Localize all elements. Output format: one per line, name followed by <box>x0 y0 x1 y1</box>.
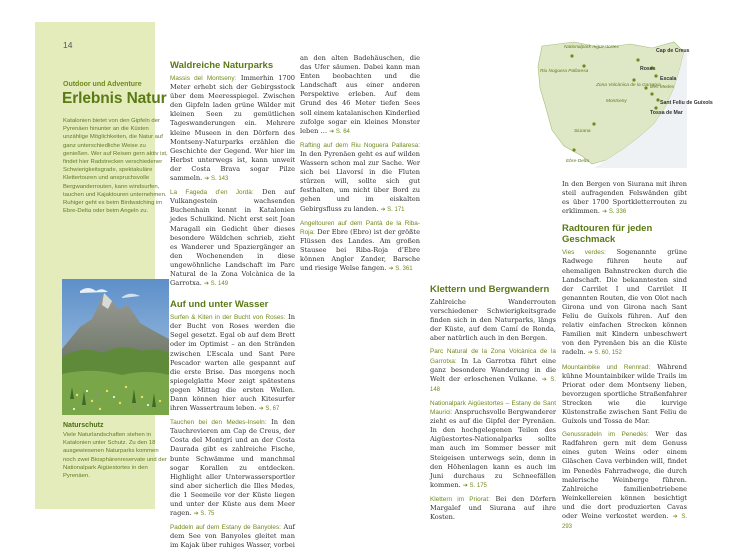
paragraph-montseny <box>170 74 295 184</box>
map-label-aiguestortes: Nationalpark Aigüestortes <box>564 45 619 50</box>
paragraph-garrotxa <box>430 347 556 394</box>
heading-water: Auf und unter Wasser <box>170 299 269 311</box>
text-garrotxa: In La Garrotxa führt eine ganz besondere Wanderung in die Welt der erloschenen Vulkane. <box>430 356 556 383</box>
subhead-medes: Tauchen bei den Medes-Inseln: <box>170 419 267 427</box>
text-banyoles: Auf dem See von Banyoles gleitet man im Kajak über ruhiges Wasser, vorbei <box>170 523 295 550</box>
box-title: Naturschutz <box>63 422 104 429</box>
subhead-priorat: Klettern im Priorat: <box>430 495 490 503</box>
text-climb: Zahlreiche Wanderrouten verschiedener Schwierigkeitsgrade finden sich in den Naturparks, längs der Küste, auf dem Camí de Ronda, aber natürlich auch in den Bergen. <box>430 298 556 343</box>
paragraph-aiguestortes <box>430 399 556 491</box>
text-mtb: Während kühne Mountainbiker wilde Trails im Priorat oder dem Montseny lieben, bevorzugen sportliche Straßenfahrer Strecken wie die kurvige Küstenstraße zwischen Sant Feliu de Guíxols und Tossa de Mar. <box>562 362 687 426</box>
ref-noguera: ➔ S. 171 <box>380 206 405 213</box>
ref-vies: ➔ S. 60, 152 <box>587 350 622 357</box>
paragraph-mtb <box>562 363 687 427</box>
box-text: Viele Naturlandschaften stehen in Katalonien unter Schutz. Zu den 18 ausgewiesenen Naturparks kommen noch zwei Biosphärenreservate und der Nationalpark Aigüestortes in den Pyrenäen. <box>63 432 167 480</box>
map-label-siurana: Siurana <box>574 129 591 134</box>
paragraph-noguera <box>300 141 420 215</box>
subhead-banyoles: Paddeln auf dem Estany de Banyoles: <box>170 524 281 532</box>
heading-parks: Waldreiche Naturparks <box>170 60 274 71</box>
subhead-montseny: Massis del Montseny: <box>170 75 237 82</box>
paragraph-vies <box>562 248 687 358</box>
map-label-riu: Riu Noguera Pallaresa <box>540 69 589 74</box>
page-number: 14 <box>63 40 73 50</box>
map-label-feliu: Sant Feliu de Guíxols <box>660 100 713 106</box>
paragraph-priorat <box>430 495 556 522</box>
ref-montseny: ➔ S. 143 <box>204 176 229 183</box>
text-fageda: Den auf Vulkangestein wachsenden Buchenhain kennt in Katalonien jedes Schulkind. Nicht erst seit Joan Maragall ein Gedicht über dieses besondere Wäldchen schrieb, zieht es Wanderer und Spaziergänger an den Wochenenden in diese ungewöhnliche Landschaft im Parc Natural de la Zona Volcànica de la Garrotxa. <box>170 188 295 288</box>
map-label-tossa: Tossa de Mar <box>650 110 683 116</box>
subhead-garrotxa: Parc Natural de la Zona Volcànica de la Garrotxa: <box>430 348 556 365</box>
ref-fageda: ➔ S. 149 <box>203 281 229 288</box>
text-roses: In der Bucht von Roses werden die Segel gesetzt. Egal ob auf dem Brett oder im Optimist – an den Stränden zwischen L’Escala und Sant Pere Pescador warten alle gespannt auf die erste Brise. Das morgens noch spiegelglatte Meer zeigt spätestens gegen Mittag die ersten Wellen. Dann können hier auch Kitesurfer ihren Wassertraum leben. <box>170 313 295 413</box>
map-label-medes: Illes Medes <box>650 85 675 90</box>
text-vies: Sogenannte grüne Radwege führen heute auf ehemaligen Bahnstrecken durch die Landschaft. Die bekanntesten sind der Carrilet I und Carrilet II genannten Routen, die von Olot nach Girona und von Girona nach Sant Feliu de Guíxols führen. Auf den relativ einfachen Strecken können Familien mit Kindern unbeschwert von den Pyrenäen bis an die Küste radeln. <box>562 248 687 357</box>
heading-bike: Radtouren für jeden Geschmack <box>562 223 653 246</box>
section-kicker: Outdoor und Adventure <box>63 81 142 88</box>
paragraph-siurana <box>562 180 687 217</box>
text-medes: In den Tauchrevieren am Cap de Creus, der Costa del Montgrí und an der Costa Daurada gibt es zahlreiche Fische, bunte Schwämme und manchmal sogar Korallen zu entdecken. Highlight aller Unterwassersportler sind aber sicherlich die Illes Medes, die 1 Seemeile vor der Küste liegen und unter der Küste aus dem Meer ragen. <box>170 418 295 518</box>
subhead-fageda: La Fageda d’en Jordà: <box>170 189 254 197</box>
ref-roses: ➔ S. 67 <box>258 406 280 413</box>
ref-banyoles: ➔ S. 64 <box>329 128 350 135</box>
map-label-roses: Roses <box>640 66 656 72</box>
paragraph-climb <box>430 298 556 343</box>
ref-garrotxa: ➔ S. 148 <box>430 376 556 393</box>
text-siurana: In den Bergen von Siurana mit ihren steil aufragenden Felswänden gibt es über 1700 Sportkletterrouten zu erklimmen. <box>562 180 687 216</box>
page-title: Erlebnis Natur <box>62 90 167 107</box>
ref-siurana: ➔ S. 336 <box>602 209 627 216</box>
subhead-mtb: Mountainbike und Rennrad: <box>562 363 651 371</box>
subhead-vies: Vies verdes: <box>562 249 606 257</box>
text-aiguestortes: Anspruchsvolle Bergwanderer zieht es auf die Gipfel der Pyrenäen. In den hochgelegenen Teilen des Aigüestortes-Nationalparks sollte man auch im Sommer besser mit Steigeisen unterwegs sein, denn in den Höhenlagen kann es auch im Juni durchaus zu Schneefällen kommen. <box>430 408 557 489</box>
ref-ebre: ➔ S. 361 <box>388 266 413 273</box>
sidebar-panel <box>35 22 168 509</box>
subhead-roses: Surfen & Kiten in der Bucht von Roses: <box>170 314 286 322</box>
paragraph-banyoles <box>170 523 295 550</box>
paragraph-gen <box>562 430 687 532</box>
subhead-noguera: Rafting auf dem Riu Noguera Pallaresa: <box>300 141 420 149</box>
paragraph-banyoles-cont <box>300 54 420 137</box>
intro-text: Katalonien bietet von den Gipfeln der Pyrenäen hinunter an die Küsten unzählige Möglichkeiten, die Natur auf ganz unterschiedliche Weise zu genießen. Wer auf Reisen gern aktiv ist, findet hier Radstrecken verschiedener Schwierigkeitsgrade, spektakuläre Klettertouren und anspruchsvolle Bergwanderrouten, kann windsurfen, tauchen und Kajaktouren unternehmen. Ruhiger geht es beim Birdwatching im Ebre-Delta oder beim Angeln zu. <box>63 118 168 215</box>
heading-climb: Klettern und Bergwandern <box>430 284 550 295</box>
column-2 <box>300 22 420 278</box>
subhead-ebre: Angeltouren auf dem Pantà de la Riba-Roja: <box>300 219 420 236</box>
map-label-montseny: Montseny <box>606 99 627 104</box>
text-gen: Wer das Radfahren gern mit dem Genuss eines guten Weins oder einem Gläschen Cava verbinden will, findet im Penedès Fahrradwege, die durch malerische Weinberge führen. Zahlreiche familienbetriebene Weinkellereien können besichtigt und die dort produzierten Cavas oder Weine verkostet werden. <box>562 430 687 520</box>
column-4 <box>562 22 687 536</box>
map-label-garrotxa: Zona Volcànica de la Garrotxa <box>596 83 661 88</box>
mountain-photo <box>62 279 169 415</box>
paragraph-roses <box>170 313 295 414</box>
text-noguera: In den Pyrenäen geht es auf wilden Wassern schon mal zur Sache. Wer sich bei Llavorsí in die Fluten stürzen will, sollte sich gut festhalten, um nicht über Bord zu gehen und im eiskalten Gebirgsfluss zu landen. <box>300 149 420 213</box>
text-banyoles-cont: an den alten Badehäuschen, die das Ufer säumen. Dabei kann man Enten beobachten und die Landschaft aus einer anderen Perspektive erleben. Auf dem Grund des 46 Meter tiefen Sees soll einem katalanischen Kinderlied zufolge sogar ein kleines Monster leben … <box>300 54 420 135</box>
paragraph-ebre <box>300 219 420 275</box>
ref-aiguestortes: ➔ S. 175 <box>462 482 487 489</box>
subhead-aiguestortes: Nationalpark Aigüestortes – Estany de Sant Maurici: <box>430 399 556 417</box>
paragraph-fageda <box>170 188 295 289</box>
ref-medes: ➔ S. 75 <box>193 511 215 518</box>
subhead-gen: Genussradeln im Penedès: <box>562 431 649 439</box>
map-label-cap: Cap de Creus <box>656 48 690 54</box>
text-ebre: Der Ebre (Ebro) ist der größte Flüssen des Landes. Am großen Stausee bei Riba-Roja d’Ebre können Angler Zander, Barsche und riesige Welse fangen. <box>300 227 420 273</box>
text-priorat: Bei den Dörfern Margalef und Siurana auf ihre Kosten. <box>430 494 556 522</box>
ref-gen: ➔ S. 293 <box>562 514 687 531</box>
map-label-escala: Escala <box>660 76 677 82</box>
column-1 <box>170 22 295 555</box>
map-label-ebre: Ebre-Delta <box>566 159 589 164</box>
paragraph-medes <box>170 418 295 519</box>
text-montseny: Immerhin 1700 Meter erhebt sich der Gebirgsstock über dem Meeresspiegel. Zwischen den Gipfeln laden grüne Wälder mit kleinen Seen zu gemütlichen Tageswanderungen ein. Mehrere kleine Museen in den Dörfern des Montseny-Naturparks erzählen die Geschichte der Gegend. Wer hier im Herbst unterwegs ist, kann unweit der Costa Brava sogar Pilze sammeln. <box>170 74 295 183</box>
